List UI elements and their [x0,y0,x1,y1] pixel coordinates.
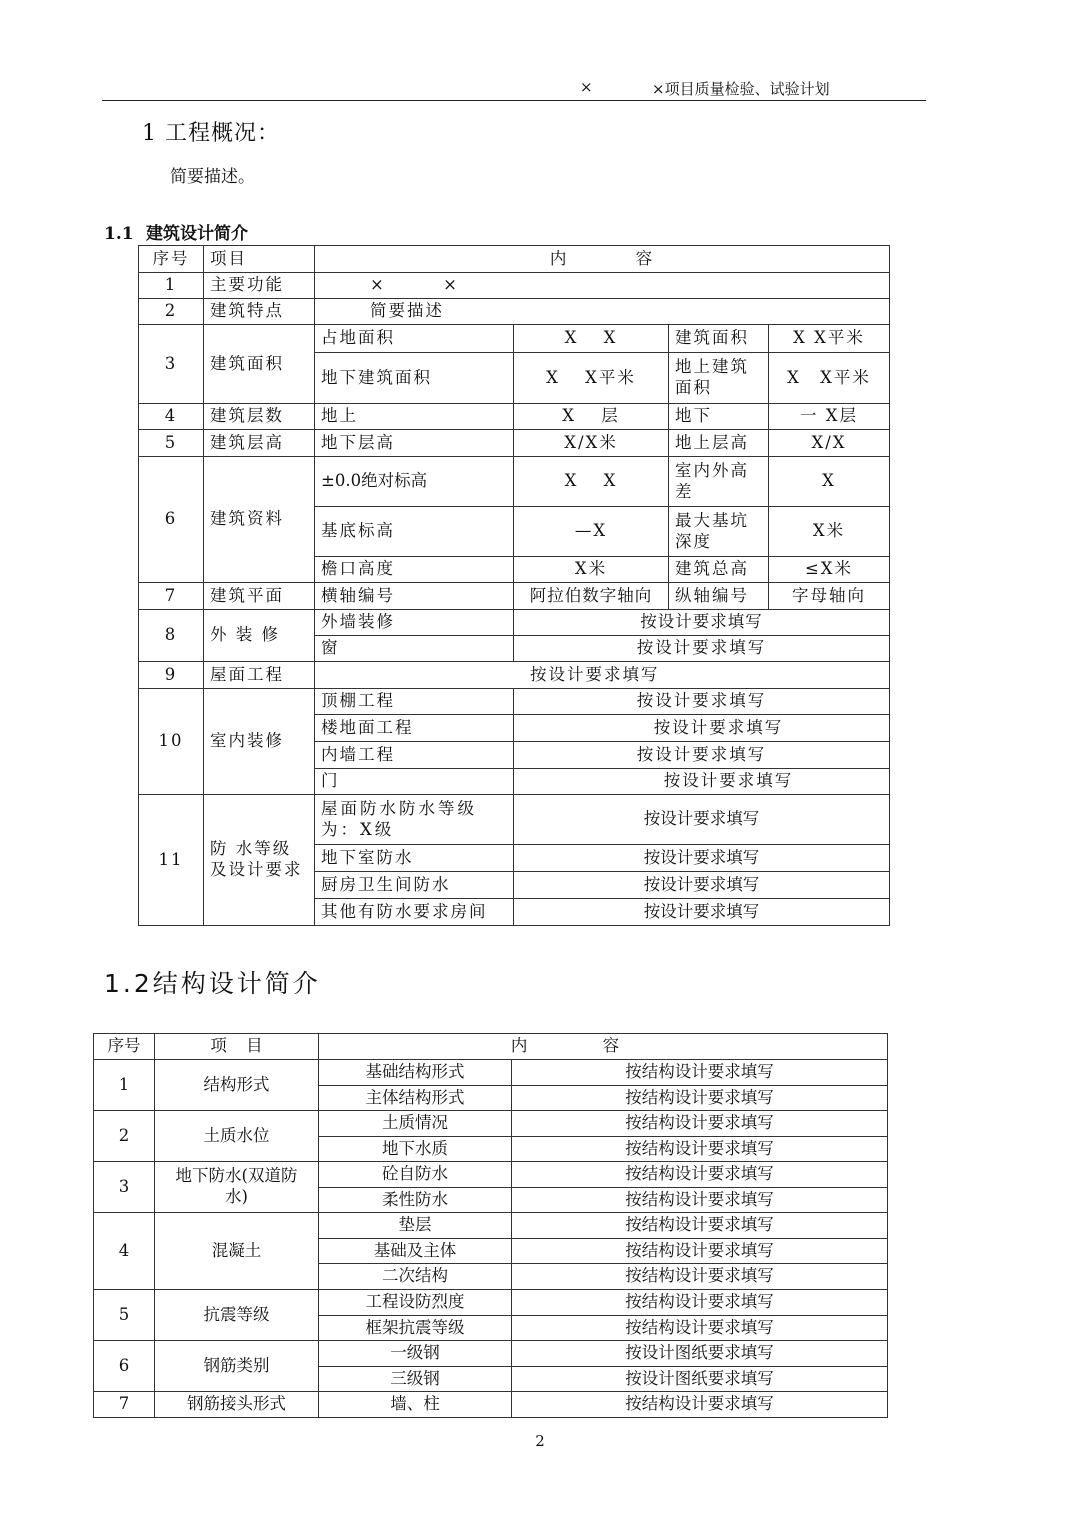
header-content: 内 容 [315,246,890,273]
cell: 占地面积 [315,325,514,353]
row-value: 简要描述 [315,299,890,325]
row-no: 5 [94,1290,155,1341]
table-row [139,273,890,299]
cell: X米 [514,557,669,583]
row-item: 主要功能 [204,273,315,299]
cell: 按设计要求填写 [514,769,890,795]
cell: 地下室防水 [315,845,514,872]
table-row [139,583,890,610]
row-no: 2 [94,1111,155,1162]
cell: 按结构设计要求填写 [512,1060,888,1086]
cell: 纵轴编号 [669,583,769,610]
structure-design-table [93,1033,888,1418]
cell: 外墙装修 [315,610,514,636]
table-row [94,1290,888,1316]
cell: X X平米 [769,325,890,353]
cell: 按结构设计要求填写 [512,1188,888,1213]
cell: 按设计要求填写 [514,636,890,662]
page-number: 2 [535,1432,545,1450]
cell: 建筑面积 [669,325,769,353]
row-item: 钢筋接头形式 [155,1392,319,1418]
table-header-row [139,246,890,273]
cell: 主体结构形式 [319,1086,512,1111]
cell: 地下层高 [315,430,514,457]
cell: 室内外高差 [669,457,769,507]
cell: 二次结构 [319,1264,512,1290]
cell: 柔性防水 [319,1188,512,1213]
cell: 按设计图纸要求填写 [512,1367,888,1392]
cell: 按结构设计要求填写 [512,1290,888,1316]
row-item: 抗震等级 [155,1290,319,1341]
row-no: 1 [94,1060,155,1111]
cell: 工程设防烈度 [319,1290,512,1316]
cell: 按设计要求填写 [514,689,890,715]
table-row [139,457,890,507]
table-row [139,610,890,636]
cell: 砼自防水 [319,1162,512,1188]
page-header [102,78,926,101]
row-no: 1 [139,273,204,299]
cell: 按结构设计要求填写 [512,1316,888,1341]
table-row [139,430,890,457]
subsection-number: 1.1 [104,224,134,244]
cell: 土质情况 [319,1111,512,1137]
row-item: 外 装 修 [204,610,315,662]
cell: 基础及主体 [319,1239,512,1264]
row-item: 建筑特点 [204,299,315,325]
row-no: 7 [139,583,204,610]
cell: 一 X层 [769,404,890,430]
cell: X X平米 [769,353,890,404]
cell: 顶棚工程 [315,689,514,715]
cell: 地上层高 [669,430,769,457]
cell: 地下水质 [319,1137,512,1162]
subsection-title: 建筑设计简介 [146,224,248,244]
cell: 楼地面工程 [315,715,514,742]
row-item: 地下防水(双道防水) [155,1162,319,1213]
cell: 地上建筑面积 [669,353,769,404]
table-row [139,404,890,430]
cell: 按结构设计要求填写 [512,1392,888,1418]
row-no: 2 [139,299,204,325]
cell: 垫层 [319,1213,512,1239]
row-no: 4 [94,1213,155,1290]
cell: X/X [769,430,890,457]
cell: X米 [769,507,890,557]
cell: 按设计要求填写 [514,715,890,742]
cell: X [769,457,890,507]
row-item: 建筑面积 [204,325,315,404]
header-mark: × [580,78,593,96]
cell: ±0.0绝对标高 [315,457,514,507]
cell: 地下建筑面积 [315,353,514,404]
row-no: 3 [139,325,204,404]
header-item: 项目 [204,246,315,273]
section-heading: 1 工程概况： [142,121,280,146]
row-no: 7 [94,1392,155,1418]
cell: 阿拉伯数字轴向 [514,583,669,610]
cell: 按结构设计要求填写 [512,1239,888,1264]
row-item: 土质水位 [155,1111,319,1162]
cell: 按结构设计要求填写 [512,1162,888,1188]
row-item: 建筑平面 [204,583,315,610]
cell: 按设计要求填写 [514,899,890,926]
cell: 墙、柱 [319,1392,512,1418]
header-no: 序号 [94,1034,155,1060]
cell: 屋面防水防水等级为：X级 [315,795,514,845]
row-value: × × [315,273,890,299]
table-row [94,1392,888,1418]
cell: 门 [315,769,514,795]
header-title: ×项目质量检验、试验计划 [652,80,830,98]
cell: 窗 [315,636,514,662]
header-content: 内 容 [319,1034,888,1060]
row-no: 10 [139,689,204,795]
table-row [94,1060,888,1086]
row-no: 9 [139,662,204,689]
table-row [94,1111,888,1137]
row-item: 室内装修 [204,689,315,795]
cell: 地上 [315,404,514,430]
table-row [94,1162,888,1188]
row-item: 防 水等级及设计要求 [204,795,315,926]
cell: 基础结构形式 [319,1060,512,1086]
cell: 内墙工程 [315,742,514,769]
cell: X 层 [514,404,669,430]
row-no: 6 [139,457,204,583]
table-header-row [94,1034,888,1060]
cell: 横轴编号 [315,583,514,610]
cell: 按设计要求填写 [514,795,890,845]
cell: —X [514,507,669,557]
cell: 檐口高度 [315,557,514,583]
cell: 框架抗震等级 [319,1316,512,1341]
cell: 按结构设计要求填写 [512,1137,888,1162]
row-no: 3 [94,1162,155,1213]
cell: 三级钢 [319,1367,512,1392]
cell: 按设计要求填写 [514,872,890,899]
cell: X/X米 [514,430,669,457]
row-item: 屋面工程 [204,662,315,689]
row-item: 建筑资料 [204,457,315,583]
cell: 地下 [669,404,769,430]
row-no: 4 [139,404,204,430]
row-no: 6 [94,1341,155,1392]
section-heading-structure: 1.2结构设计简介 [104,969,321,998]
table-row [94,1213,888,1239]
table-row [139,299,890,325]
table-row [139,795,890,845]
table-row [139,689,890,715]
cell: 按设计图纸要求填写 [512,1341,888,1367]
subsection-heading [104,219,248,244]
row-item: 钢筋类别 [155,1341,319,1392]
cell: X X [514,325,669,353]
row-no: 5 [139,430,204,457]
cell: 字母轴向 [769,583,890,610]
cell: 按结构设计要求填写 [512,1111,888,1137]
cell: 建筑总高 [669,557,769,583]
cell: 基底标高 [315,507,514,557]
table-row [139,325,890,353]
cell: 其他有防水要求房间 [315,899,514,926]
row-item: 结构形式 [155,1060,319,1111]
table-row [94,1341,888,1367]
cell: ≤X米 [769,557,890,583]
cell: 厨房卫生间防水 [315,872,514,899]
cell: 按结构设计要求填写 [512,1264,888,1290]
table-row [139,662,890,689]
row-value: 按设计要求填写 [315,662,890,689]
building-design-table [138,245,890,926]
header-item: 项 目 [155,1034,319,1060]
cell: 按设计要求填写 [514,610,890,636]
cell: X X平米 [514,353,669,404]
row-no: 8 [139,610,204,662]
cell: X X [514,457,669,507]
cell: 一级钢 [319,1341,512,1367]
cell: 按结构设计要求填写 [512,1086,888,1111]
header-no: 序号 [139,246,204,273]
cell: 最大基坑深度 [669,507,769,557]
row-no: 11 [139,795,204,926]
section-desc: 简要描述。 [170,167,255,187]
cell: 按结构设计要求填写 [512,1213,888,1239]
row-item: 混凝土 [155,1213,319,1290]
cell: 按设计要求填写 [514,742,890,769]
row-item: 建筑层高 [204,430,315,457]
cell: 按设计要求填写 [514,845,890,872]
row-item: 建筑层数 [204,404,315,430]
